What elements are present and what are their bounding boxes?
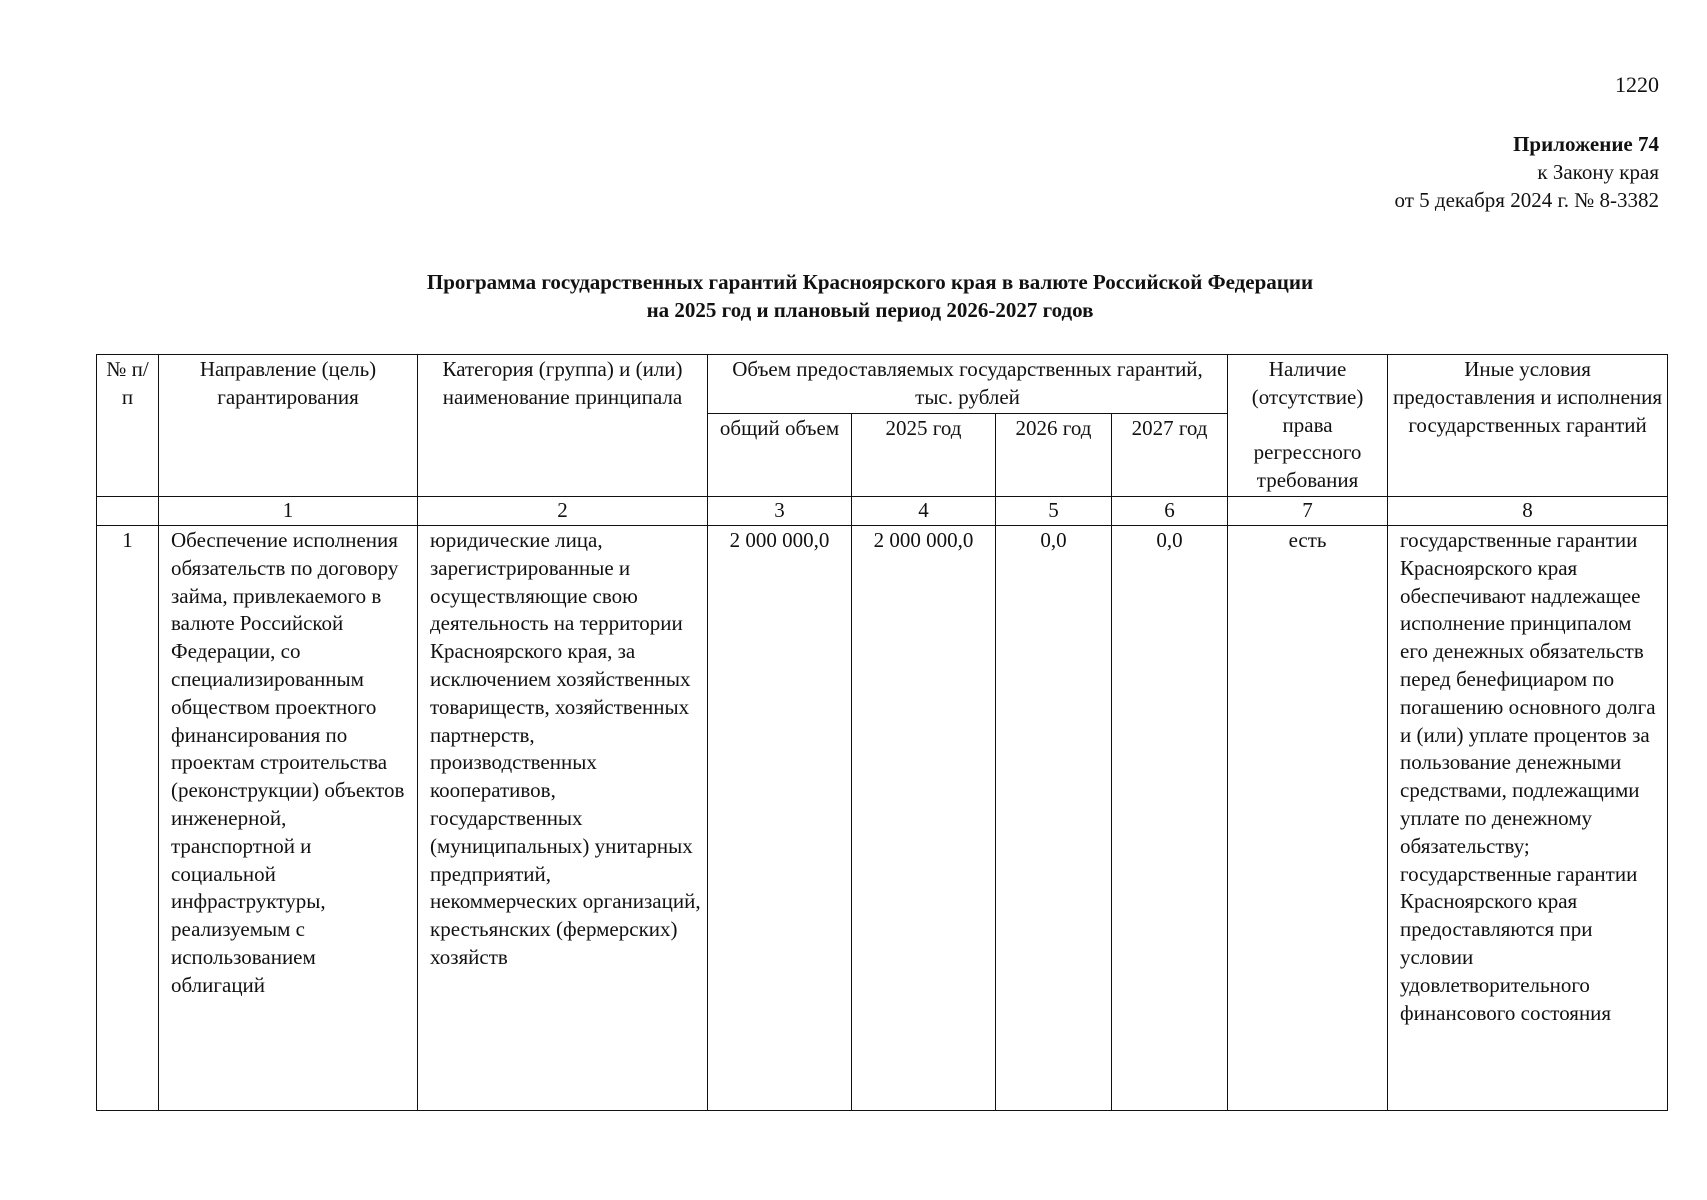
header-2026: 2026 год [996, 414, 1112, 497]
column-number-blank [97, 496, 159, 525]
column-number: 4 [852, 496, 996, 525]
column-number: 7 [1228, 496, 1388, 525]
document-title-line-2: на 2025 год и плановый период 2026-2027 годов [646, 298, 1094, 322]
row-num: 1 [97, 525, 159, 1110]
row-category: юридические лица, зарегистрированные и осуществляющие свою деятельность на территории Красноярского края, за исключением хозяйственных товариществ, хозяйственных партнерств, производственных кооперативов, государственных (муниципальных) унитарных предприятий, некоммерческих организаций, крестьянских (фермерских) хозяйств [418, 525, 708, 1110]
header-2025: 2025 год [852, 414, 996, 497]
annex-title: Приложение 74 [1513, 132, 1659, 156]
row-2026: 0,0 [996, 525, 1112, 1110]
row-2025: 2 000 000,0 [852, 525, 996, 1110]
column-number: 6 [1112, 496, 1228, 525]
column-number: 1 [159, 496, 418, 525]
header-row-1 [97, 355, 1668, 414]
column-number: 8 [1388, 496, 1668, 525]
document-title [0, 268, 1707, 324]
header-category: Категория (группа) и (или) наименование принципала [418, 355, 708, 497]
row-direction: Обеспечение исполнения обязательств по договору займа, привлекаемого в валюте Российской Федерации, со специализированным обществом проектного финансирования по проектам строительства (реконструкции) объектов инженерной, транспортной и социальной инфраструктуры, реализуемым с использованием облигаций [159, 525, 418, 1110]
row-total: 2 000 000,0 [708, 525, 852, 1110]
column-number: 2 [418, 496, 708, 525]
row-2027: 0,0 [1112, 525, 1228, 1110]
row-regress: есть [1228, 525, 1388, 1110]
header-regress: Наличие (отсутствие) права регрессного требования [1228, 355, 1388, 497]
header-2027: 2027 год [1112, 414, 1228, 497]
header-conditions: Иные условия предоставления и исполнения государственных гарантий [1388, 355, 1668, 497]
header-num: № п/п [97, 355, 159, 497]
annex-block [1395, 130, 1659, 214]
column-numbers-row [97, 496, 1668, 525]
header-direction: Направление (цель) гарантирования [159, 355, 418, 497]
page-number: 1220 [1615, 72, 1659, 97]
header-volume-group: Объем предоставляемых государственных гарантий, тыс. рублей [708, 355, 1228, 414]
annex-date-number: от 5 декабря 2024 г. № 8-3382 [1394, 188, 1659, 212]
document-title-line-1: Программа государственных гарантий Красноярского края в валюте Российской Федерации [426, 270, 1314, 294]
table-row [97, 525, 1668, 1110]
row-conditions: государственные гарантии Красноярского края обеспечивают надлежащее исполнение принципалом его денежных обязательств перед бенефициаром по погашению основного долга и (или) уплате процентов за пользование денежными средствами, подлежащими уплате по денежному обязательству; государственные гарантии Красноярского края предоставляются при условии удовлетворительного финансового состояния [1388, 525, 1668, 1110]
guarantees-table [96, 354, 1668, 1111]
header-total: общий объем [708, 414, 852, 497]
column-number: 5 [996, 496, 1112, 525]
annex-law-ref: к Закону края [1537, 160, 1659, 184]
column-number: 3 [708, 496, 852, 525]
